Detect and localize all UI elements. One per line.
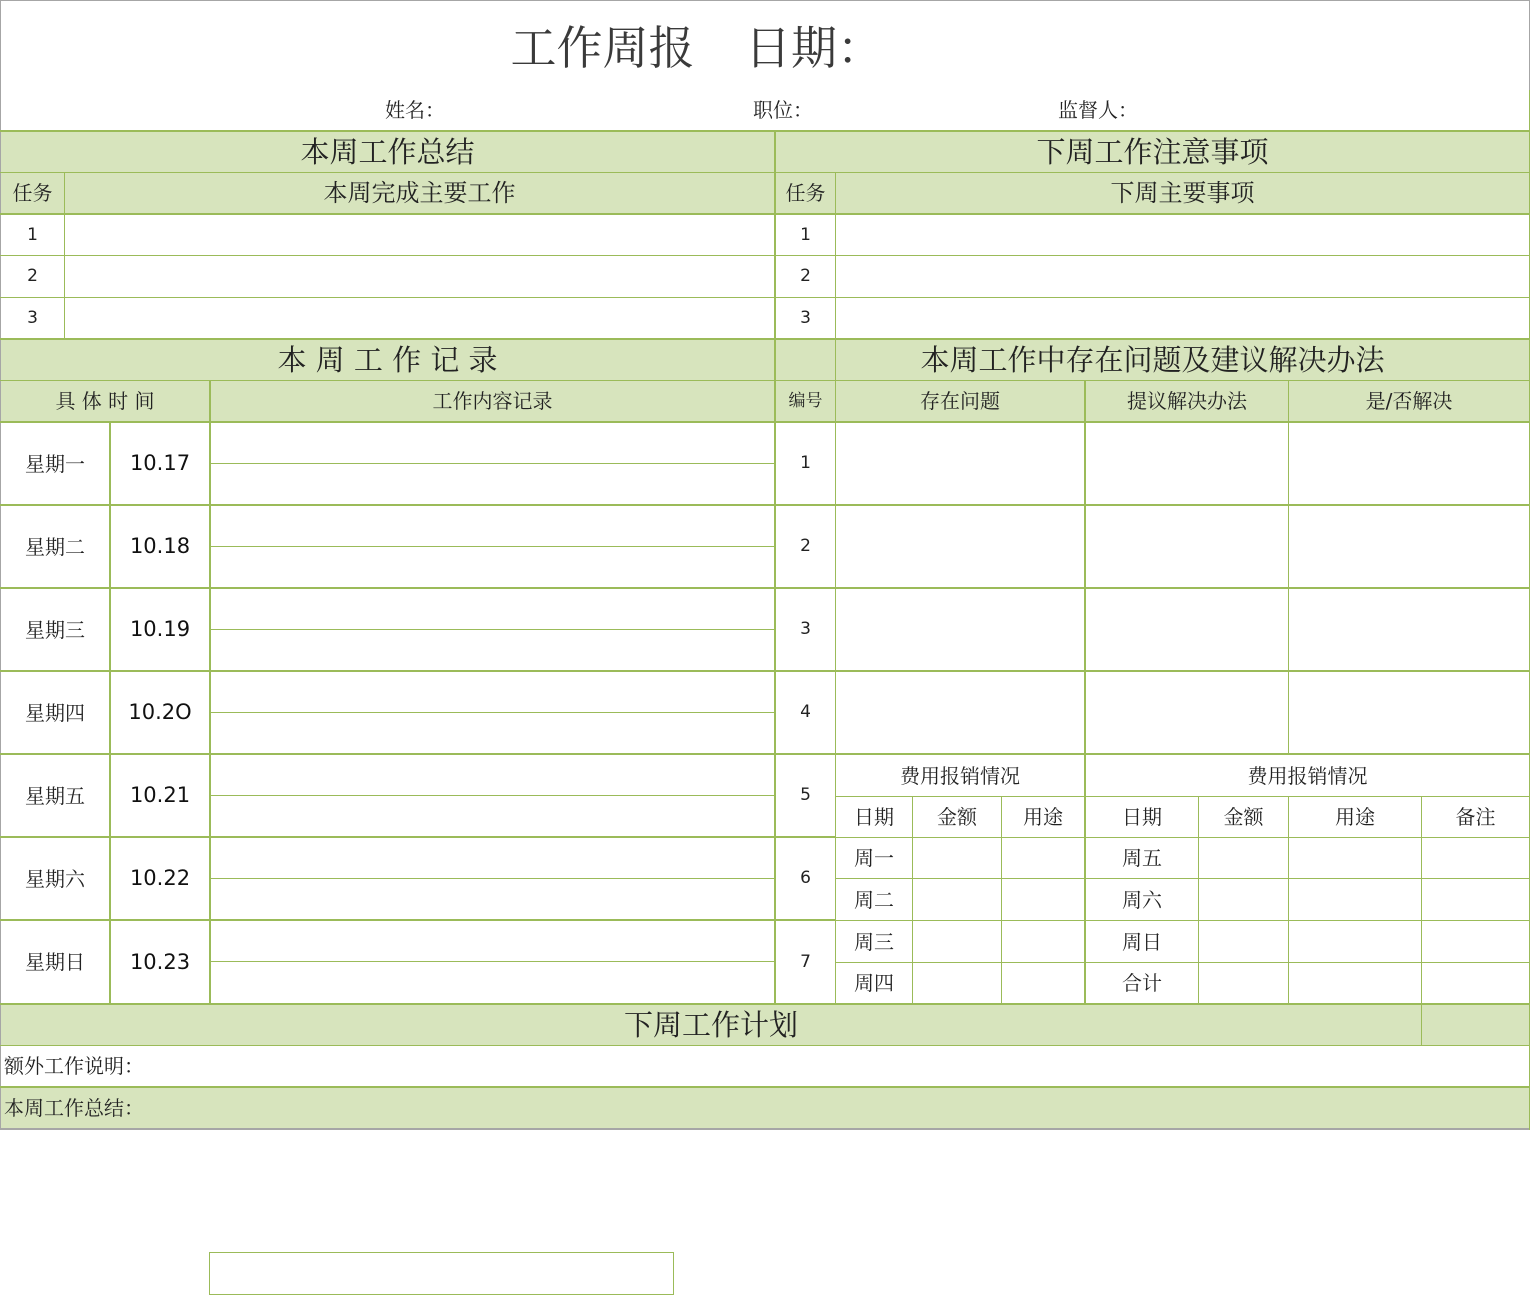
next-row-number: 2 bbox=[800, 266, 811, 286]
hline bbox=[210, 795, 775, 796]
hline bbox=[210, 546, 775, 547]
day-label: 星期四 bbox=[25, 700, 85, 725]
day-label: 星期三 bbox=[25, 617, 85, 642]
issues-title: 本周工作中存在问题及建议解决办法 bbox=[920, 342, 1385, 377]
record-title: 本 周 工 作 记 录 bbox=[277, 342, 498, 377]
summary-row-field[interactable] bbox=[65, 256, 774, 297]
expense-left-title: 费用报销情况 bbox=[900, 764, 1020, 788]
expense-left-day: 周一 bbox=[854, 846, 894, 870]
issue-number: 4 bbox=[800, 702, 811, 722]
expense-left-day: 周三 bbox=[854, 929, 894, 954]
position-label: 职位： bbox=[753, 98, 813, 122]
hline bbox=[210, 878, 775, 879]
expense-left-day: 周四 bbox=[854, 971, 894, 995]
expense-right-day: 周六 bbox=[1122, 887, 1162, 912]
summary-row-number: 1 bbox=[27, 224, 38, 245]
issues-solution-col: 提议解决办法 bbox=[1127, 389, 1247, 413]
summary-row-number: 3 bbox=[27, 307, 38, 328]
day-date: 10.21 bbox=[129, 783, 191, 807]
day-label: 星期二 bbox=[25, 534, 85, 559]
next-task-col: 任务 bbox=[785, 181, 826, 205]
hline bbox=[210, 629, 775, 630]
border-bottom bbox=[0, 1128, 1530, 1130]
next-main-col: 下周主要事项 bbox=[1110, 179, 1255, 207]
next-row-number: 1 bbox=[800, 224, 811, 245]
hline bbox=[0, 670, 1530, 672]
summary-row-field[interactable] bbox=[65, 298, 774, 338]
day-date: 10.22 bbox=[129, 866, 191, 890]
hline bbox=[0, 753, 1530, 755]
date-label: 日期： bbox=[745, 21, 883, 75]
expense-left-date-col: 日期 bbox=[854, 805, 894, 829]
issues-no-col: 编号 bbox=[788, 390, 823, 411]
expense-right-title: 费用报销情况 bbox=[1247, 764, 1368, 788]
summary-row-field[interactable] bbox=[65, 215, 774, 255]
day-date: 10.2O bbox=[128, 700, 192, 724]
issue-number: 2 bbox=[800, 536, 811, 556]
border-right-top bbox=[1529, 0, 1530, 90]
issues-problem-col: 存在问题 bbox=[920, 389, 1000, 413]
day-date: 10.18 bbox=[129, 534, 191, 558]
empty-text-box[interactable] bbox=[209, 1252, 674, 1295]
next-row-field[interactable] bbox=[836, 298, 1529, 338]
vline bbox=[209, 380, 211, 1004]
day-label: 星期一 bbox=[25, 451, 85, 476]
next-row-number: 3 bbox=[800, 307, 811, 328]
summary-task-col: 任务 bbox=[12, 181, 53, 205]
day-label: 星期六 bbox=[25, 866, 85, 891]
name-label: 姓名： bbox=[385, 98, 445, 122]
next-row-field[interactable] bbox=[836, 256, 1529, 297]
issue-number: 7 bbox=[800, 951, 811, 972]
page-title: 工作周报 bbox=[510, 21, 695, 75]
expense-left-day: 周二 bbox=[854, 887, 894, 912]
weekly-summary-label: 本周工作总结： bbox=[4, 1096, 144, 1120]
summary-row-number: 2 bbox=[27, 266, 38, 286]
expense-right-amount-col: 金额 bbox=[1223, 805, 1264, 829]
issues-resolved-col: 是/否解决 bbox=[1365, 389, 1453, 413]
hline bbox=[210, 463, 775, 464]
day-date: 10.17 bbox=[129, 451, 191, 475]
next-week-plan-title: 下周工作计划 bbox=[623, 1007, 798, 1042]
hline bbox=[0, 421, 1530, 423]
issue-number: 1 bbox=[800, 453, 811, 473]
day-label: 星期日 bbox=[25, 950, 85, 974]
expense-right-date-col: 日期 bbox=[1122, 805, 1162, 829]
border-top bbox=[0, 0, 1530, 1]
expense-right-day: 周五 bbox=[1122, 846, 1162, 870]
vline bbox=[1288, 380, 1289, 754]
supervisor-label: 监督人： bbox=[1058, 98, 1138, 122]
record-time-col: 具 体 时 间 bbox=[55, 389, 155, 413]
next-notes-title: 下周工作注意事项 bbox=[1036, 134, 1269, 169]
hline bbox=[0, 504, 1530, 506]
day-date: 10.23 bbox=[129, 949, 191, 974]
next-row-field[interactable] bbox=[836, 215, 1529, 255]
expense-left-amount-col: 金额 bbox=[937, 805, 977, 829]
expense-right-day: 周日 bbox=[1122, 929, 1162, 954]
hline bbox=[0, 587, 1530, 589]
summary-main-col: 本周完成主要工作 bbox=[323, 179, 516, 207]
issue-number: 6 bbox=[800, 868, 811, 888]
expense-left-purpose-col: 用途 bbox=[1023, 805, 1063, 829]
vline-right bbox=[1529, 90, 1530, 1130]
hline bbox=[210, 961, 775, 962]
issue-number: 5 bbox=[800, 785, 811, 805]
summary-title: 本周工作总结 bbox=[300, 134, 475, 169]
day-date: 10.19 bbox=[129, 617, 191, 641]
expense-right-total: 合计 bbox=[1122, 971, 1162, 995]
expense-right-remark-col: 备注 bbox=[1455, 805, 1496, 829]
day-label: 星期五 bbox=[25, 783, 85, 808]
extra-work-label: 额外工作说明： bbox=[4, 1054, 144, 1078]
issue-number: 3 bbox=[800, 619, 811, 639]
hline bbox=[210, 712, 775, 713]
expense-right-purpose-col: 用途 bbox=[1335, 805, 1375, 829]
record-content-col: 工作内容记录 bbox=[432, 389, 553, 413]
